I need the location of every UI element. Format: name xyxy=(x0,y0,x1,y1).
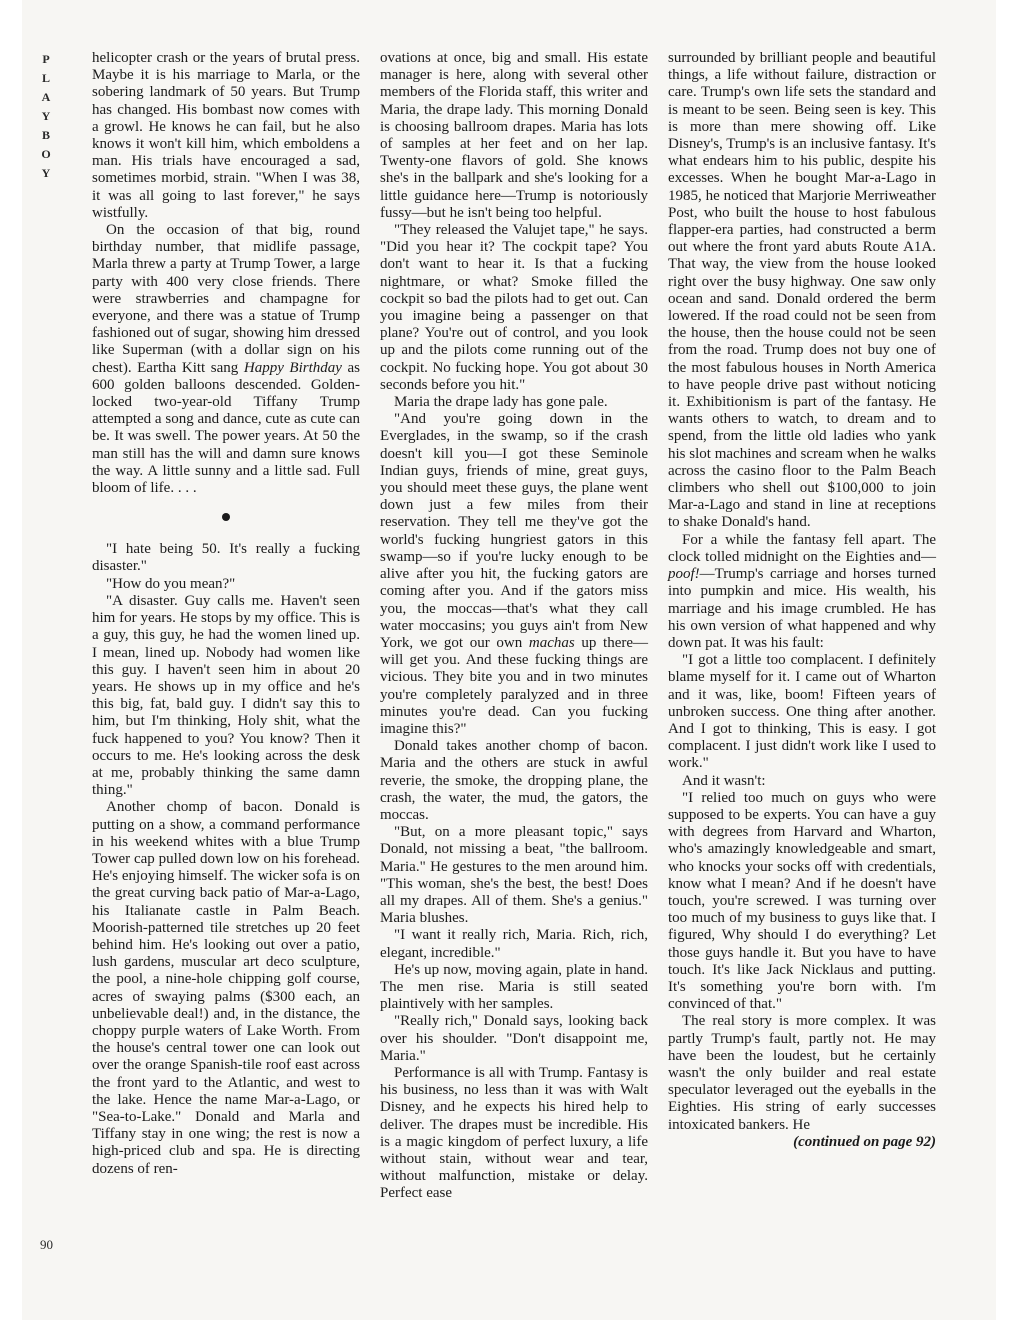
paragraph: surrounded by brilliant people and beautiful things, a life without failure, distraction or care. Trump's own life sets the standard and is meant to be seen. Being seen is key. This is more than mere showing off. Like Disney's, Trump's is an inclusive fantasy. It's what endears him to his public, despite his excesses. When he bought Mar-a-Lago in 1985, he noticed that Marjorie Merriweather Post, who built the house to host fabulous flapper-era parties, had constructed a berm out where the front yard abuts Route A1A. That way, the view from the house looked right over the busy highway. One saw only ocean and sand. Donald ordered the berm lowered. If the road could not be seen from the house, then the house could not be seen from the road. Trump does not buy one of the most fabulous houses in North America to have people drive past without noticing it. Exhibitionism is part of the fantasy. He wants others to watch, to dream and to spend, from the little old ladies who yank his slot machines and scream when he walks across the casino floor to the Palm Beach climbers who shell out $100,000 to join Mar-a-Lago and stand in line at receptions to shake Donald's hand. xyxy=(668,50,936,531)
italic-word: machas xyxy=(528,634,575,651)
text-run: as 600 golden balloons descended. Golden-locked two-year-old Tiffany Trump attempted a song and dance, cute as cute can be. It was swell. The power years. At 50 the man still has the will and damn sure knows the way. A little sunny and a little sad. Full bloom of life. . . . xyxy=(92,359,360,497)
paragraph: And it wasn't: xyxy=(682,772,766,789)
text-run: "And you're going down in the Everglades, in the swamp, so if the crash doesn't kill you—I got these Seminole Indian guys, friends of mine, great guys, you should meet these guys, the plane went down just a few miles from their reservation. They tell me they've got the world's fucking hungriest gators in this swamp—so if you're lucky enough to be alive after you hit, the fucking gators are coming after you. And if the gators miss you, the moccas—that's what they call water moccasins; you guys ain't from New York, we got our own xyxy=(380,411,648,651)
page-number: 90 xyxy=(40,1237,53,1252)
brand-letter: A xyxy=(41,90,51,104)
paragraph: "I relied too much on guys who were supposed to be experts. You can have a guy with degrees from Harvard and Wharton, who's amazingly knowledgeable and smart, who knocks your socks off with credentials, know what I mean? And if he doesn't have touch, you're screwed. I was turning over too much of my business to guys like that. I figured, Why should I do everything? Let those guys handle it. But you have to have touch. It's like Jack Nicklaus and putting. It's something you're born with. I'm convinced of that." xyxy=(668,789,936,1013)
brand-letter: B xyxy=(41,128,50,142)
song-title: Happy Birthday xyxy=(243,359,342,376)
paragraph: helicopter crash or the years of brutal press. Maybe it is his marriage to Marla, or the sobering landmark of 50 years. But Trump has changed. His bombast now comes with a growl. He knows he can fail, but he also knows it won't kill him, which emboldens a man. His trials have encouraged a sad, sometimes morbid, strain. "When I was 38, it was all going to last forever," he says wistfully. xyxy=(92,50,360,221)
paragraph: "How do you mean?" xyxy=(106,575,236,592)
article-column-2 xyxy=(380,50,648,1203)
brand-letter: Y xyxy=(41,166,51,180)
paragraph: "I hate being 50. It's really a fucking disaster." xyxy=(92,541,360,575)
paragraph: The real story is more complex. It was partly Trump's fault, partly not. He may have been the loudest, but he certainly wasn't the only builder and real estate speculator leveraged out the eyeballs in the Eighties. His string of early successes intoxicated bankers. He xyxy=(668,1013,936,1133)
text-run: up there—will get you. And these fucking things are vicious. They bite you and in two minutes you're completely paralyzed and in three minutes you're dead. Can you fucking imagine this?" xyxy=(380,634,649,737)
paragraph: "I want it really rich, Maria. Rich, rich, elegant, incredible." xyxy=(380,927,648,961)
article-column-1 xyxy=(92,50,360,1178)
paragraph: Another chomp of bacon. Donald is putting on a show, a command performance in his weekend whites with a blue Trump Tower cap pulled down low on his forehead. He's enjoying himself. The wicker sofa is on the great curving back patio of Mar-a-Lago, his Italianate castle in Palm Beach. Moorish-patterned tile stretches up 20 feet behind him. He's looking out over a patio, lush gardens, muscular art deco sculpture, the pool, a nine-hole chipping golf course, acres of swaying palms ($300 each, an unbelievable deal!) and, in the distance, the choppy purple waters of Lake Worth. From the house's central tower one can look out over the orange Spanish-tile roof east across the front yard to the Atlantic, and west to the lake. Hence the name Mar-a-Lago, or "Sea-to-Lake." Donald and Marla and Tiffany stay in one wing; the rest is now a high-priced club and spa. He is directing dozens of ren- xyxy=(92,799,360,1177)
text-run: On the occasion of that big, round birthday number, that midlife passage, Marla threw a party at Trump Tower, a large party with 400 very close friends. There were strawberries and champagne for everyone, and there was a statue of Trump fashioned out of sugar, showing him dressed like Superman (with a dollar sign on his chest). Eartha Kitt sang xyxy=(92,222,360,376)
section-break-bullet xyxy=(92,511,360,523)
paragraph: "I got a little too complacent. I definitely blame myself for it. I came out of Wharton and it was, like, boom! Fifteen years of unbroken success. One thing after another. And I got to thinking, This is easy. I got complacent. I just didn't work like I used to work." xyxy=(668,652,936,772)
paragraph: "They released the Valujet tape," he says. "Did you hear it? The cockpit tape? You don't want to hear it. Is that a fucking nightmare, or what? Smoke filled the cockpit so bad the pilots had to get out. Can you imagine being a passenger on that plane? You're out of control, and you look up and the pilots come running out of the cockpit. No fucking hope. You got about 30 seconds before you hit." xyxy=(380,222,648,393)
brand-letter: Y xyxy=(41,109,51,123)
article-column-3 xyxy=(668,50,936,1151)
paragraph: "Really rich," Donald says, looking back over his shoulder. "Don't disappoint me, Maria." xyxy=(380,1013,648,1064)
brand-letter: L xyxy=(41,71,50,85)
paragraph: Maria the drape lady has gone pale. xyxy=(394,394,608,411)
brand-letter: P xyxy=(42,52,50,66)
paragraph xyxy=(92,222,360,497)
paragraph: "But, on a more pleasant topic," says Donald, not missing a beat, "the ballroom. Maria." He gestures to the men around him. "This woman, she's the best, the best! Does all my drapes. All of them. She's a genius." Maria blushes. xyxy=(380,824,648,927)
italic-word: poof! xyxy=(668,566,700,583)
paragraph: He's up now, moving again, plate in hand. The men rise. Maria is still seated plaintively with her samples. xyxy=(380,961,648,1013)
paragraph: Donald takes another chomp of bacon. Maria and the others are stuck in awful reverie, the smoke, the dropping plane, the crash, the water, the mud, the gators, the moccas. xyxy=(380,738,648,823)
continued-on-link[interactable]: (continued on page 92) xyxy=(793,1133,936,1150)
paragraph xyxy=(380,411,648,738)
paragraph: ovations at once, big and small. His estate manager is here, along with several other members of the Florida staff, this writer and Maria, the drape lady. This morning Donald is choosing ballroom drapes. Maria has lots of samples at her feet and on her lap. Twenty-one flavors of gold. She knows she's in the ballpark and she's looking for a little guidance here—Trump is notoriously fussy—but he isn't being too helpful. xyxy=(380,50,648,221)
text-run: For a while the fantasy fell apart. The clock tolled midnight on the Eighties and— xyxy=(668,531,936,565)
paragraph: "A disaster. Guy calls me. Haven't seen him for years. He stops by my office. This is a guy, this guy, he had the women lined up. I mean, lined up. Nobody had women like this guy. I haven't seen him in about 20 years. He shows up in my office and he's this big, fat, bald guy. I didn't say this to him, but I'm thinking, Holy shit, what the fuck happened to you? You know? Then it occurs to me. He's looking across the desk at me, probably thinking the same damn thing." xyxy=(92,592,360,799)
paragraph xyxy=(668,532,936,652)
magazine-brand-vertical xyxy=(36,50,56,183)
paragraph: Performance is all with Trump. Fantasy is his business, no less than it was with Walt Disney, and he expects his hired help to deliver. The drapes must be incredible. His is a magic kingdom of perfect luxury, a life without stain, without wear and tear, without malfunction, mistake or delay. Perfect ease xyxy=(380,1064,648,1202)
brand-letter: O xyxy=(41,147,51,161)
text-run: —Trump's carriage and horses turned into pumpkin and mice. His wealth, his marriage and his image crumbled. He has his own version of what happened and why down pat. It was his fault: xyxy=(668,566,936,651)
